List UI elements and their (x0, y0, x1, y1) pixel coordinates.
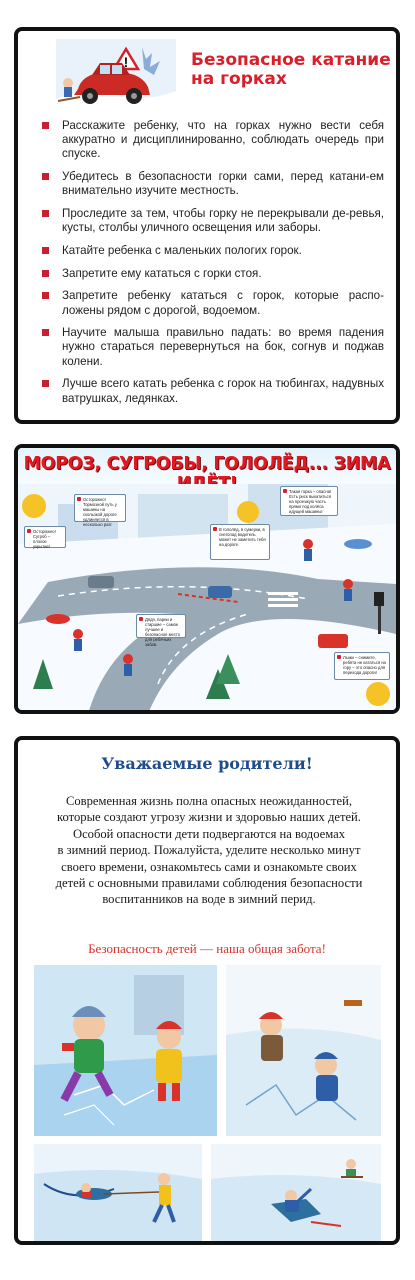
car-on-snow-illustration (56, 39, 176, 115)
callout: В гололёд, в сумерки, в снегопад водитель может не заметить тебя на дороге. (210, 524, 270, 560)
warning-icon (213, 527, 217, 531)
square-bullet-icon (42, 380, 49, 387)
svg-text:!: ! (123, 54, 129, 70)
square-bullet-icon (42, 270, 49, 277)
card-title: Уважаемые родители! (101, 754, 313, 773)
text-line: в зимний период. Пожалуйста, уделите несколько минут (57, 843, 361, 858)
callout: Такая горка – опасна! Есть риск выкатиться на проезжую часть прямо под колёса идущей машины! (280, 486, 338, 516)
ice-safety-card (14, 736, 400, 1245)
text-line: детей с основными правилами соблюдения безопасности (55, 876, 363, 891)
list-item (42, 289, 384, 317)
warning-icon (77, 497, 81, 501)
callout: Дядя, парни и старшие – самое лучшее и безопасное место для ребячьих забав. (136, 614, 186, 638)
text-line: своего времени, ознакомьтесь сами и ознакомьте своих (61, 859, 357, 874)
safety-rules-list (18, 119, 396, 406)
card-header (18, 31, 396, 119)
callout: Лыжи – снимите, ребята не кататься на гору – это опасно для перехода дороги! (334, 652, 390, 680)
text-line: которые создают угрозу жизни и здоровью наших детей. (57, 810, 361, 825)
ice-hole-accident-illustration (211, 1144, 381, 1242)
callout: Осторожно! Тормозной путь у машины на скользкой дороге удлиняется в несколько раз! (74, 494, 126, 522)
list-item (42, 377, 384, 405)
list-item (42, 244, 384, 258)
square-bullet-icon (42, 122, 49, 129)
text-line: Современная жизнь полна опасных неожиданностей, (65, 794, 353, 808)
square-bullet-icon (42, 329, 49, 336)
title-line-1: Безопасное катание (191, 50, 391, 70)
warning-icon (139, 617, 143, 621)
square-bullet-icon (42, 247, 49, 254)
list-item-text: Лучше всего катать ребенка с горок на тюбингах, надувных ватрушках, ледянках. (62, 377, 384, 405)
callout: Осторожно! Сугроб – плохое укрытие! (24, 526, 66, 548)
list-item (42, 119, 384, 162)
list-item-text: Катайте ребенка с маленьких пологих горок. (62, 243, 302, 257)
list-item (42, 170, 384, 198)
winter-road-safety-poster (14, 444, 400, 714)
square-bullet-icon (42, 292, 49, 299)
list-item-text: Проследите за тем, чтобы горку не перекрывали де-ревья, кусты, столбы уличного освещения или заборы. (62, 207, 384, 235)
list-item-text: Научите малыша правильно падать: во время падения нужно стараться перевернуться на бок, согнув и поджав колени. (62, 326, 384, 368)
square-bullet-icon (42, 173, 49, 180)
list-item-text: Запретите ему кататься с горки стоя. (62, 266, 262, 280)
list-item (42, 207, 384, 235)
slogan: Безопасность детей — наша общая забота! (88, 941, 326, 956)
text-line: воспитанников на воде в зимний перид. (102, 892, 316, 907)
children-fallen-through-ice-illustration (226, 965, 381, 1136)
card-title (191, 51, 391, 89)
list-item-text: Запретите ребенку кататься с горок, которые распо-ложены рядом с дорогой, водоемом. (62, 289, 384, 317)
warning-icon (283, 489, 287, 493)
square-bullet-icon (42, 210, 49, 217)
list-item (42, 326, 384, 369)
list-item-text: Расскажите ребенку, что на горках нужно вести себя аккуратно и дисциплинированно, соблюдать очередь при спуске. (62, 119, 384, 161)
poster-title: МОРОЗ, СУГРОБЫ, ГОЛОЛЁД... ЗИМА (23, 454, 391, 474)
title-line-2: на горках (191, 69, 287, 89)
warning-icon (337, 655, 341, 659)
text-line: Особой опасности дети подвергаются на водоемах (72, 826, 346, 841)
sledding-safety-card (14, 27, 400, 424)
appeal-text (40, 793, 378, 908)
children-on-ice-illustration (34, 965, 217, 1136)
list-item-text: Убедитесь в безопасности горки сами, перед катани-ем внимательно изучите местность. (62, 170, 384, 198)
warning-icon (27, 529, 31, 533)
list-item (42, 267, 384, 281)
ice-rescue-scene-illustration (34, 1144, 202, 1242)
